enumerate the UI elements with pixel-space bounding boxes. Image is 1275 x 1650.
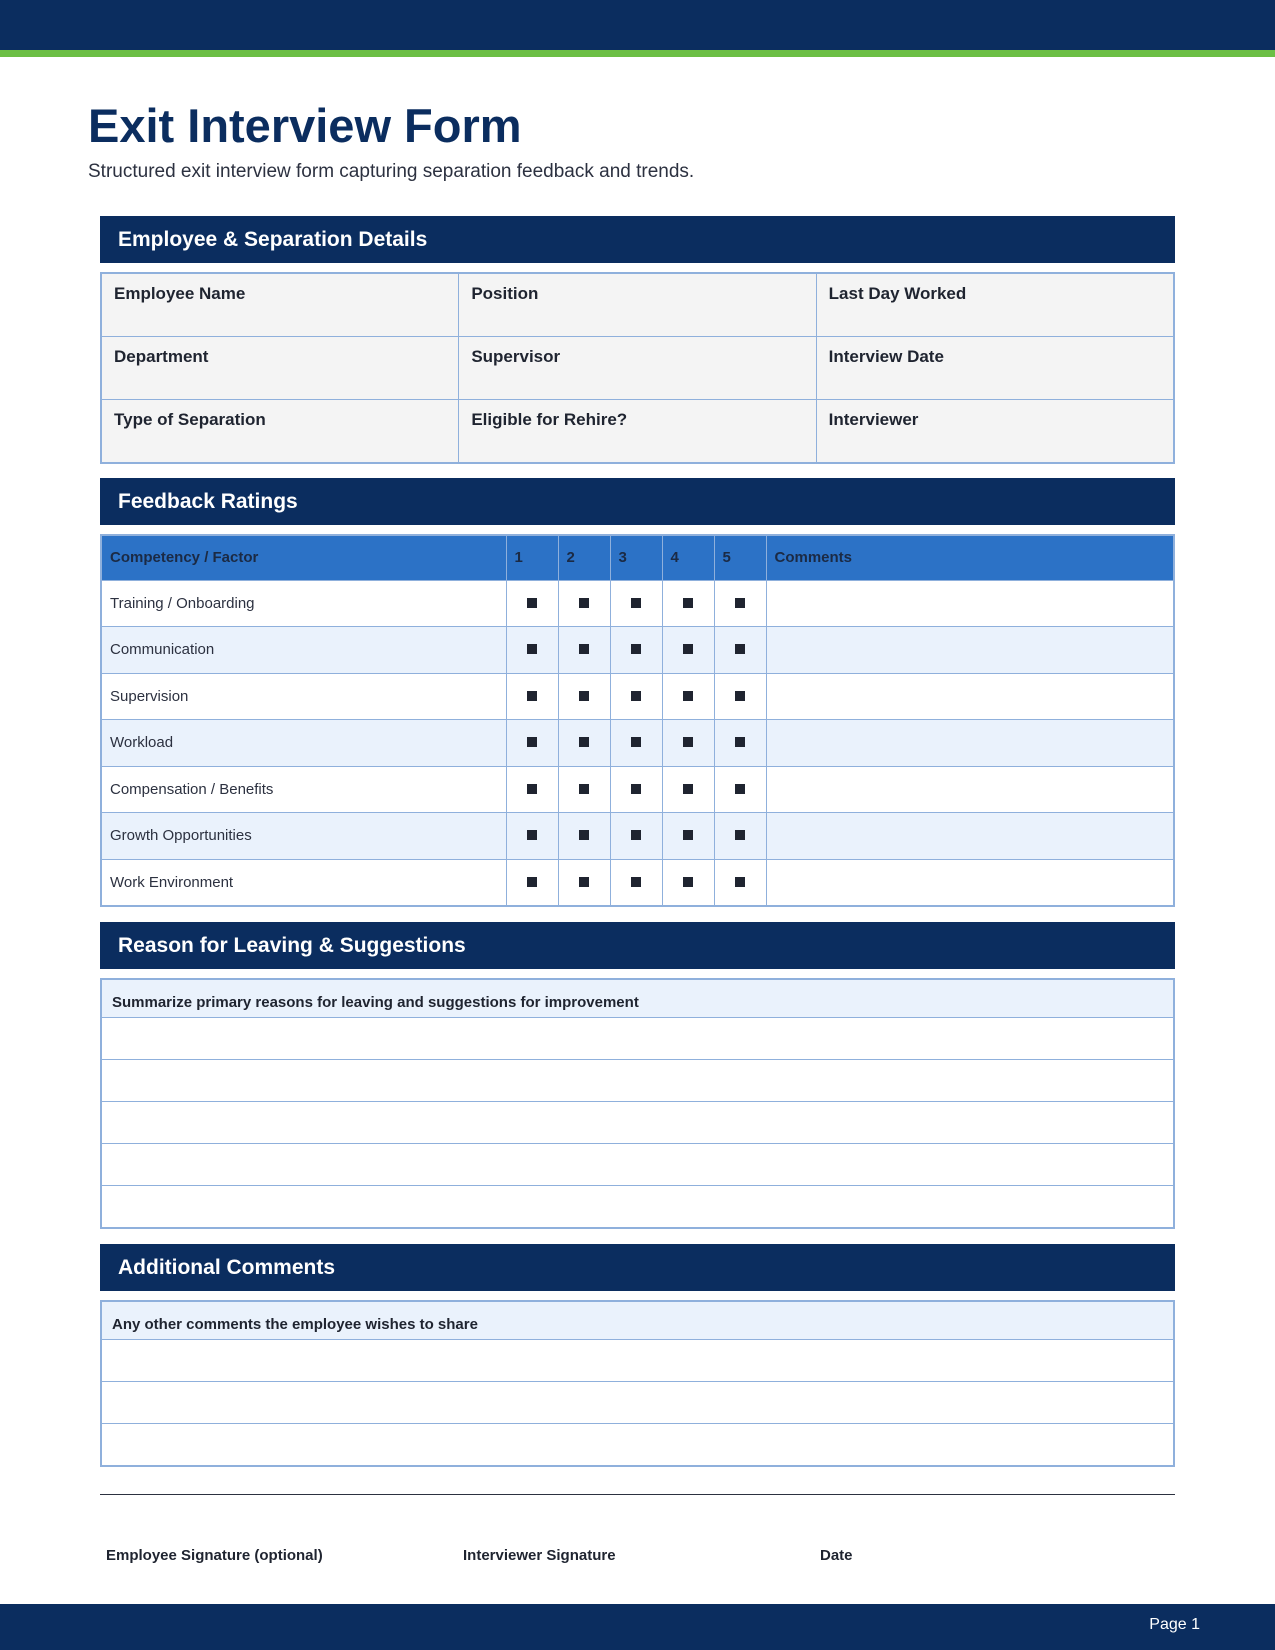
section-header-reasons: Reason for Leaving & Suggestions — [100, 922, 1175, 969]
writing-line[interactable] — [102, 1060, 1173, 1102]
checkbox-square-icon — [683, 737, 693, 747]
checkbox-square-icon — [735, 691, 745, 701]
writing-line[interactable] — [102, 1186, 1173, 1227]
field-supervisor[interactable]: Supervisor — [459, 337, 816, 399]
checkbox-square-icon — [683, 877, 693, 887]
table-row — [101, 673, 1174, 720]
writing-line[interactable] — [102, 1144, 1173, 1186]
checkbox-square-icon — [631, 644, 641, 654]
rating-checkbox[interactable] — [610, 766, 662, 813]
rating-checkbox[interactable] — [506, 766, 558, 813]
interviewer-signature-label: Interviewer Signature — [463, 1547, 616, 1564]
page-title: Exit Interview Form — [88, 99, 522, 152]
top-banner — [0, 0, 1275, 50]
factor-label: Growth Opportunities — [101, 813, 506, 860]
column-header-3: 3 — [610, 535, 662, 580]
rating-checkbox[interactable] — [506, 627, 558, 674]
checkbox-square-icon — [631, 737, 641, 747]
rating-checkbox[interactable] — [714, 627, 766, 674]
details-row — [102, 274, 1173, 337]
checkbox-square-icon — [527, 830, 537, 840]
comments-box — [100, 1300, 1175, 1467]
employee-signature-label: Employee Signature (optional) — [106, 1547, 323, 1564]
reasons-prompt: Summarize primary reasons for leaving and suggestions for improvement — [102, 980, 1173, 1018]
checkbox-square-icon — [579, 784, 589, 794]
rating-checkbox[interactable] — [714, 720, 766, 767]
rating-checkbox[interactable] — [610, 673, 662, 720]
comments-cell[interactable] — [766, 813, 1174, 860]
checkbox-square-icon — [527, 877, 537, 887]
checkbox-square-icon — [683, 598, 693, 608]
rating-checkbox[interactable] — [662, 720, 714, 767]
writing-line[interactable] — [102, 1382, 1173, 1424]
rating-checkbox[interactable] — [506, 720, 558, 767]
rating-checkbox[interactable] — [558, 766, 610, 813]
checkbox-square-icon — [527, 691, 537, 701]
details-grid — [100, 272, 1175, 464]
checkbox-square-icon — [579, 644, 589, 654]
field-eligible-for-rehire[interactable]: Eligible for Rehire? — [459, 400, 816, 462]
reasons-box — [100, 978, 1175, 1229]
checkbox-square-icon — [631, 691, 641, 701]
footer-banner — [0, 1604, 1275, 1650]
column-header-5: 5 — [714, 535, 766, 580]
checkbox-square-icon — [735, 877, 745, 887]
checkbox-square-icon — [579, 598, 589, 608]
date-signature-label: Date — [820, 1547, 853, 1564]
checkbox-square-icon — [735, 784, 745, 794]
factor-label: Training / Onboarding — [101, 580, 506, 627]
column-header-comments: Comments — [766, 535, 1174, 580]
rating-checkbox[interactable] — [610, 627, 662, 674]
checkbox-square-icon — [631, 784, 641, 794]
checkbox-square-icon — [631, 598, 641, 608]
details-row — [102, 337, 1173, 400]
table-row — [101, 720, 1174, 767]
column-header-2: 2 — [558, 535, 610, 580]
signature-rule — [100, 1494, 1175, 1495]
comments-cell[interactable] — [766, 580, 1174, 627]
rating-checkbox[interactable] — [506, 813, 558, 860]
field-interviewer[interactable]: Interviewer — [828, 410, 919, 429]
checkbox-square-icon — [683, 691, 693, 701]
rating-checkbox[interactable] — [662, 766, 714, 813]
rating-checkbox[interactable] — [610, 813, 662, 860]
checkbox-square-icon — [683, 784, 693, 794]
field-department[interactable]: Department — [102, 337, 459, 399]
writing-line[interactable] — [102, 1102, 1173, 1144]
factor-label: Compensation / Benefits — [101, 766, 506, 813]
section-header-ratings: Feedback Ratings — [100, 478, 1175, 525]
checkbox-square-icon — [579, 877, 589, 887]
rating-checkbox[interactable] — [714, 813, 766, 860]
rating-checkbox[interactable] — [714, 580, 766, 627]
checkbox-square-icon — [579, 830, 589, 840]
writing-line[interactable] — [102, 1340, 1173, 1382]
rating-checkbox[interactable] — [662, 859, 714, 906]
writing-line[interactable] — [102, 1424, 1173, 1465]
factor-label: Work Environment — [101, 859, 506, 906]
table-row — [101, 627, 1174, 674]
page-number: Page 1 — [1149, 1616, 1200, 1633]
table-row — [101, 859, 1174, 906]
field-employee-name[interactable]: Employee Name — [102, 274, 459, 336]
rating-checkbox[interactable] — [714, 859, 766, 906]
ratings-table — [100, 534, 1175, 907]
table-row — [101, 766, 1174, 813]
rating-checkbox[interactable] — [662, 627, 714, 674]
checkbox-square-icon — [579, 737, 589, 747]
checkbox-square-icon — [735, 598, 745, 608]
rating-checkbox[interactable] — [610, 720, 662, 767]
rating-checkbox[interactable] — [506, 673, 558, 720]
field-interview-date[interactable]: Interview Date — [828, 347, 944, 366]
rating-checkbox[interactable] — [610, 580, 662, 627]
column-header-competency: Competency / Factor — [101, 535, 506, 580]
rating-checkbox[interactable] — [662, 673, 714, 720]
comments-cell[interactable] — [766, 720, 1174, 767]
section-header-comments: Additional Comments — [100, 1244, 1175, 1291]
rating-checkbox[interactable] — [662, 813, 714, 860]
rating-checkbox[interactable] — [610, 859, 662, 906]
rating-checkbox[interactable] — [714, 766, 766, 813]
comments-cell[interactable] — [766, 766, 1174, 813]
checkbox-square-icon — [683, 644, 693, 654]
rating-checkbox[interactable] — [558, 580, 610, 627]
checkbox-square-icon — [527, 737, 537, 747]
checkbox-square-icon — [683, 830, 693, 840]
page-subtitle: Structured exit interview form capturing separation feedback and trends. — [88, 161, 695, 182]
field-last-day-worked[interactable]: Last Day Worked — [828, 284, 967, 303]
checkbox-square-icon — [527, 598, 537, 608]
top-accent-stripe — [0, 50, 1275, 57]
rating-checkbox[interactable] — [506, 580, 558, 627]
checkbox-square-icon — [735, 644, 745, 654]
checkbox-square-icon — [631, 830, 641, 840]
column-header-1: 1 — [506, 535, 558, 580]
rating-checkbox[interactable] — [558, 627, 610, 674]
factor-label: Supervision — [101, 673, 506, 720]
rating-checkbox[interactable] — [506, 859, 558, 906]
checkbox-square-icon — [579, 691, 589, 701]
checkbox-square-icon — [527, 644, 537, 654]
rating-checkbox[interactable] — [558, 859, 610, 906]
comments-prompt: Any other comments the employee wishes to share — [102, 1302, 1173, 1340]
factor-label: Communication — [101, 627, 506, 674]
writing-line[interactable] — [102, 1018, 1173, 1060]
rating-checkbox[interactable] — [558, 720, 610, 767]
details-row — [102, 400, 1173, 462]
comments-cell[interactable] — [766, 627, 1174, 674]
field-position[interactable]: Position — [459, 274, 816, 336]
rating-checkbox[interactable] — [662, 580, 714, 627]
table-row — [101, 813, 1174, 860]
checkbox-square-icon — [735, 830, 745, 840]
checkbox-square-icon — [735, 737, 745, 747]
comments-cell[interactable] — [766, 673, 1174, 720]
checkbox-square-icon — [631, 877, 641, 887]
column-header-4: 4 — [662, 535, 714, 580]
rating-checkbox[interactable] — [558, 813, 610, 860]
field-type-of-separation[interactable]: Type of Separation — [102, 400, 459, 462]
rating-checkbox[interactable] — [558, 673, 610, 720]
rating-checkbox[interactable] — [714, 673, 766, 720]
factor-label: Workload — [101, 720, 506, 767]
comments-cell[interactable] — [766, 859, 1174, 906]
table-row — [101, 580, 1174, 627]
section-header-details: Employee & Separation Details — [100, 216, 1175, 263]
checkbox-square-icon — [527, 784, 537, 794]
ratings-header-row — [101, 535, 1174, 580]
